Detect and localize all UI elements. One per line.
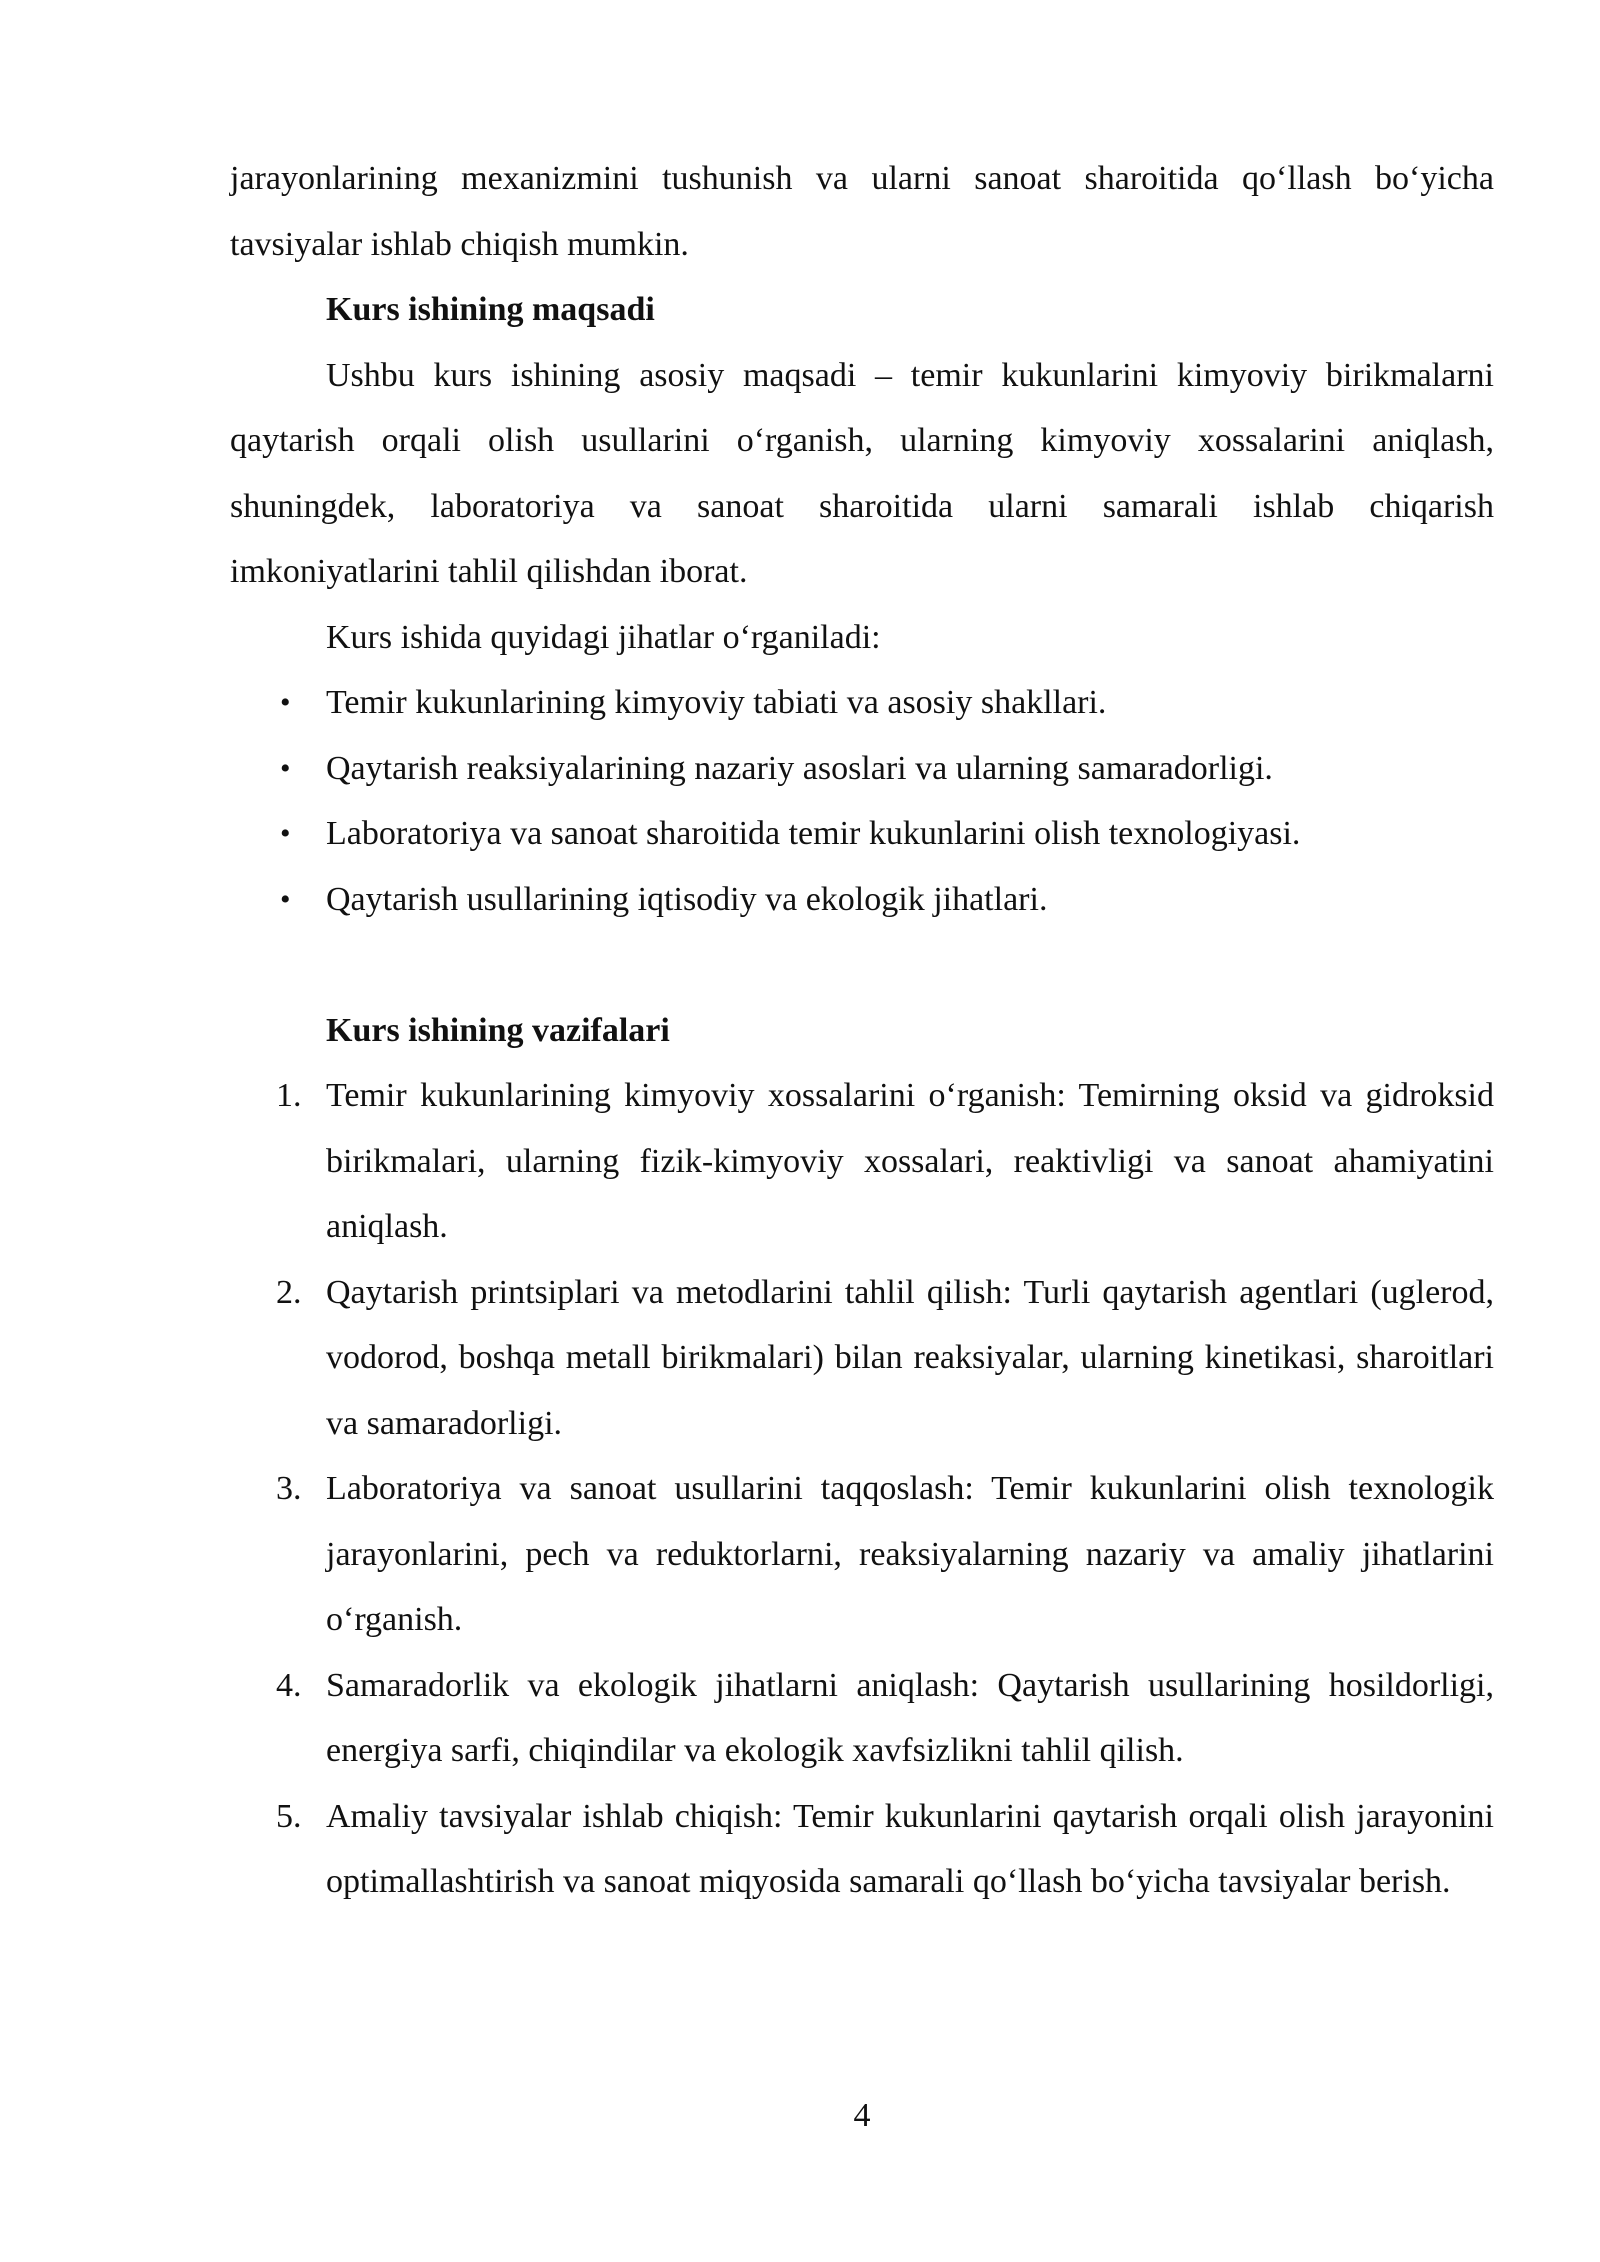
goal-paragraph: Ushbu kurs ishining asosiy maqsadi – temir kukunlarini kimyoviy birikmalarni qaytarish orqali olish usullarini o‘rganish, ularning kimyoviy xossalarini aniqlash, shuningdek, laboratoriya va sanoat sharoitida ularni samarali ishlab chiqarish imkoniyatlarini tahlil qilishdan iborat. [230,356,1494,590]
list-item [230,801,1494,867]
task-number: 3. [276,1470,302,1507]
page-number: 4 [853,2097,871,2134]
task-text: Samaradorlik va ekologik jihatlarni aniqlash: Qaytarish usullarining hosildorligi, energiya sarfi, chiqindilar va ekologik xavfsizlikni tahlil qilish. [326,1666,1494,1769]
list-item [230,867,1494,933]
task-item [230,1260,1494,1457]
task-text: Amaliy tavsiyalar ishlab chiqish: Temir kukunlarini qaytarish orqali olish jarayonini optimallashtirish va sanoat miqyosida samarali qo‘llash bo‘yicha tavsiyalar berish. [326,1797,1494,1900]
bullet-icon: • [280,686,291,719]
bullet-icon: • [280,817,291,850]
bullet-icon: • [280,751,291,785]
task-number: 4. [276,1666,302,1704]
task-item [230,1456,1494,1653]
bullet-icon: • [280,882,291,916]
list-item-text: Qaytarish usullarining iqtisodiy va ekologik jihatlari. [326,880,1048,918]
task-number: 1. [276,1077,302,1114]
document-page [230,146,1494,1915]
task-text: Laboratoriya va sanoat usullarini taqqoslash: Temir kukunlarini olish texnologik jarayonlarini, pech va reduktorlarni, reaksiyalarning nazariy va amaliy jihatlarini o‘rganish. [326,1470,1494,1638]
aspects-list [230,670,1494,932]
task-number: 5. [276,1797,302,1835]
intro-paragraph: jarayonlarining mexanizmini tushunish va ularni sanoat sharoitida qo‘llash bo‘yicha tavsiyalar ishlab chiqish mumkin. [230,160,1494,263]
list-item [230,736,1494,802]
section-spacer [230,932,1494,998]
task-text: Qaytarish printsiplari va metodlarini tahlil qilish: Turli qaytarish agentlari (uglerod, vodorod, boshqa metall birikmalari) bilan reaksiyalar, ularning kinetikasi, sharoitlari va samaradorligi. [326,1273,1494,1442]
list-item-text: Laboratoriya va sanoat sharoitida temir kukunlarini olish texnologiyasi. [326,815,1301,852]
task-item [230,1063,1494,1260]
list-item-text: Qaytarish reaksiyalarining nazariy asoslari va ularning samaradorligi. [326,749,1273,787]
list-item [230,670,1494,736]
task-item [230,1784,1494,1915]
task-item [230,1653,1494,1784]
list-item-text: Temir kukunlarining kimyoviy tabiati va asosiy shakllari. [326,684,1107,721]
tasks-list [230,1063,1494,1915]
aspects-list-intro: Kurs ishida quyidagi jihatlar o‘rganiladi: [326,618,881,656]
task-number: 2. [276,1273,302,1311]
task-text: Temir kukunlarining kimyoviy xossalarini o‘rganish: Temirning oksid va gidroksid birikmalari, ularning fizik-kimyoviy xossalari, reaktivligi va sanoat ahamiyatini aniqlash. [326,1077,1494,1245]
tasks-heading: Kurs ishining vazifalari [326,1011,670,1049]
goal-heading: Kurs ishining maqsadi [326,291,655,328]
